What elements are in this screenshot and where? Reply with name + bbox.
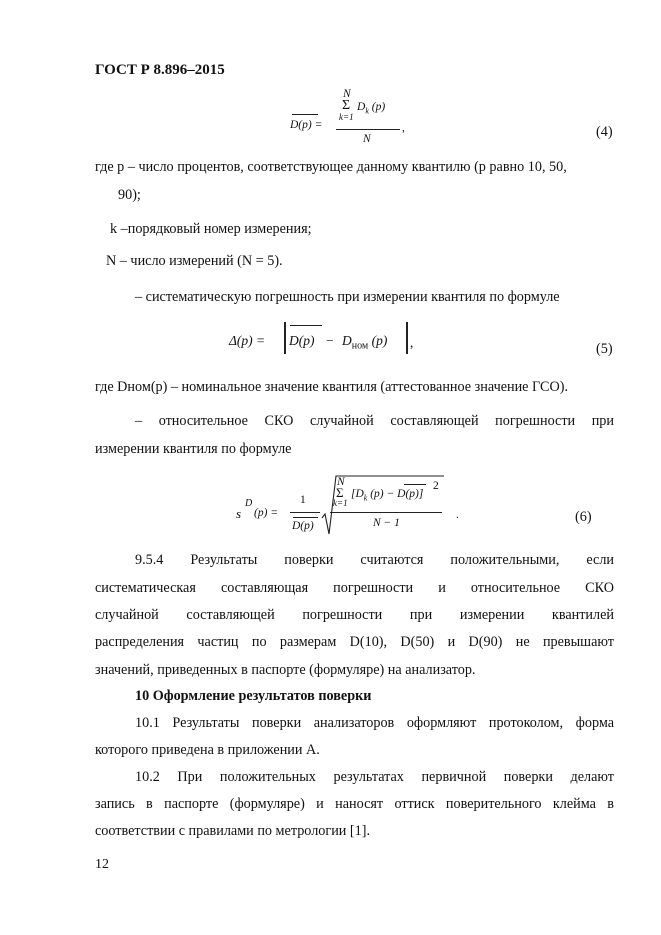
- page-number: 12: [95, 857, 109, 872]
- where-p-line: где p – число процентов, соответствующее данному квантилю (p равно 10, 50,: [95, 159, 567, 175]
- para-10-1-line-1: 10.1 Результаты поверки анализаторов оформляют протоколом, форма: [135, 715, 614, 731]
- formula6-s-sup: D: [245, 498, 253, 509]
- formula4-comma: ,: [402, 122, 405, 134]
- formula5-dbar: D(p): [289, 333, 315, 348]
- formula4-lhs: D(p) =: [290, 119, 323, 131]
- formula4-sum-top: N: [343, 88, 351, 100]
- formula6-number: (6): [575, 509, 592, 525]
- where-n-line: N – число измерений (N = 5).: [106, 253, 283, 269]
- formula6-s: s: [236, 506, 242, 521]
- formula6-sum-bottom: k=1: [333, 498, 348, 508]
- para-10-2-line-2: запись в паспорте (формуляре) и наносят оттиск поверительного клейма в: [95, 796, 614, 812]
- formula5-minus: −: [326, 333, 334, 348]
- formula6-one: 1: [300, 494, 306, 506]
- formula4-fraction-line: [336, 129, 400, 130]
- formula6-inner-fraction: [330, 512, 442, 513]
- para-9-5-4-line-4: распределения частиц по размерам D(10), D(50) и D(90) не превышают: [95, 634, 614, 650]
- relative-sd-line-1: – относительное СКО случайной составляющей погрешности при: [135, 413, 614, 429]
- relative-sd-line-2: измерении квантиля по формуле: [95, 441, 292, 457]
- formula5-lhs: Δ(p) =: [229, 333, 266, 348]
- systematic-error-intro: – систематическую погрешность при измерении квантиля по формуле: [135, 289, 560, 305]
- formula4-number: (4): [596, 124, 613, 140]
- formula6-den-dbar: D(p): [292, 520, 314, 532]
- formula6-sum-sign: Σ: [336, 485, 344, 500]
- para-9-5-4-line-3: случайной составляющей погрешности при измерении квантилей: [95, 607, 614, 623]
- formula5-overbar: [290, 325, 322, 326]
- formula5-abs-left: [284, 322, 286, 354]
- formula6-sum-top: N: [337, 476, 345, 488]
- formula6-den-overbar: [293, 517, 318, 518]
- formula6-s-arg: (p) =: [254, 507, 279, 519]
- formula5-comma: ,: [410, 335, 414, 350]
- para-9-5-4-line-1: 9.5.4 Результаты поверки считаются положительными, если: [135, 552, 614, 568]
- formula6-dot: .: [456, 509, 459, 521]
- formula4-overbar: [292, 114, 318, 115]
- para-10-1-line-2: которого приведена в приложении А.: [95, 742, 320, 758]
- section-10-title: 10 Оформление результатов поверки: [135, 688, 372, 704]
- formula6-bracket-overbar: [404, 484, 426, 485]
- where-k-line: k –порядковый номер измерения;: [110, 221, 312, 237]
- formula4-sum-bottom: k=1: [339, 112, 354, 122]
- formula6-power: 2: [433, 480, 439, 492]
- formula5-abs-right: [406, 322, 408, 354]
- where-dnom-line: где Dном(p) – номинальное значение квантиля (аттестованное значение ГСО).: [95, 379, 569, 395]
- formula5-number: (5): [596, 341, 613, 357]
- formula6-inner-den: N − 1: [373, 517, 400, 529]
- formula4-sum-sign: Σ: [342, 98, 351, 113]
- formula4-term: $D_k$ (p): [357, 101, 386, 116]
- para-9-5-4-line-5: значений, приведенных в паспорте (формуляре) на анализатор.: [95, 662, 476, 678]
- formula6-bracket-expression: [$D_k$ (p) − D(p)]: [351, 488, 424, 503]
- document-header: ГОСТ Р 8.896–2015: [95, 62, 225, 78]
- formula4-denominator: N: [363, 133, 371, 145]
- formula6-outer-fraction: [290, 512, 320, 513]
- para-10-2-line-1: 10.2 При положительных результатах первичной поверки делают: [135, 769, 614, 785]
- where-p-line-cont: 90);: [118, 187, 141, 203]
- para-9-5-4-line-2: систематическая составляющая погрешности и относительное СКО: [95, 580, 614, 596]
- formula5-dnom: $D_{ном}$ (p): [342, 333, 388, 352]
- para-10-2-line-3: соответствии с правилами по метрологии [1].: [95, 823, 371, 839]
